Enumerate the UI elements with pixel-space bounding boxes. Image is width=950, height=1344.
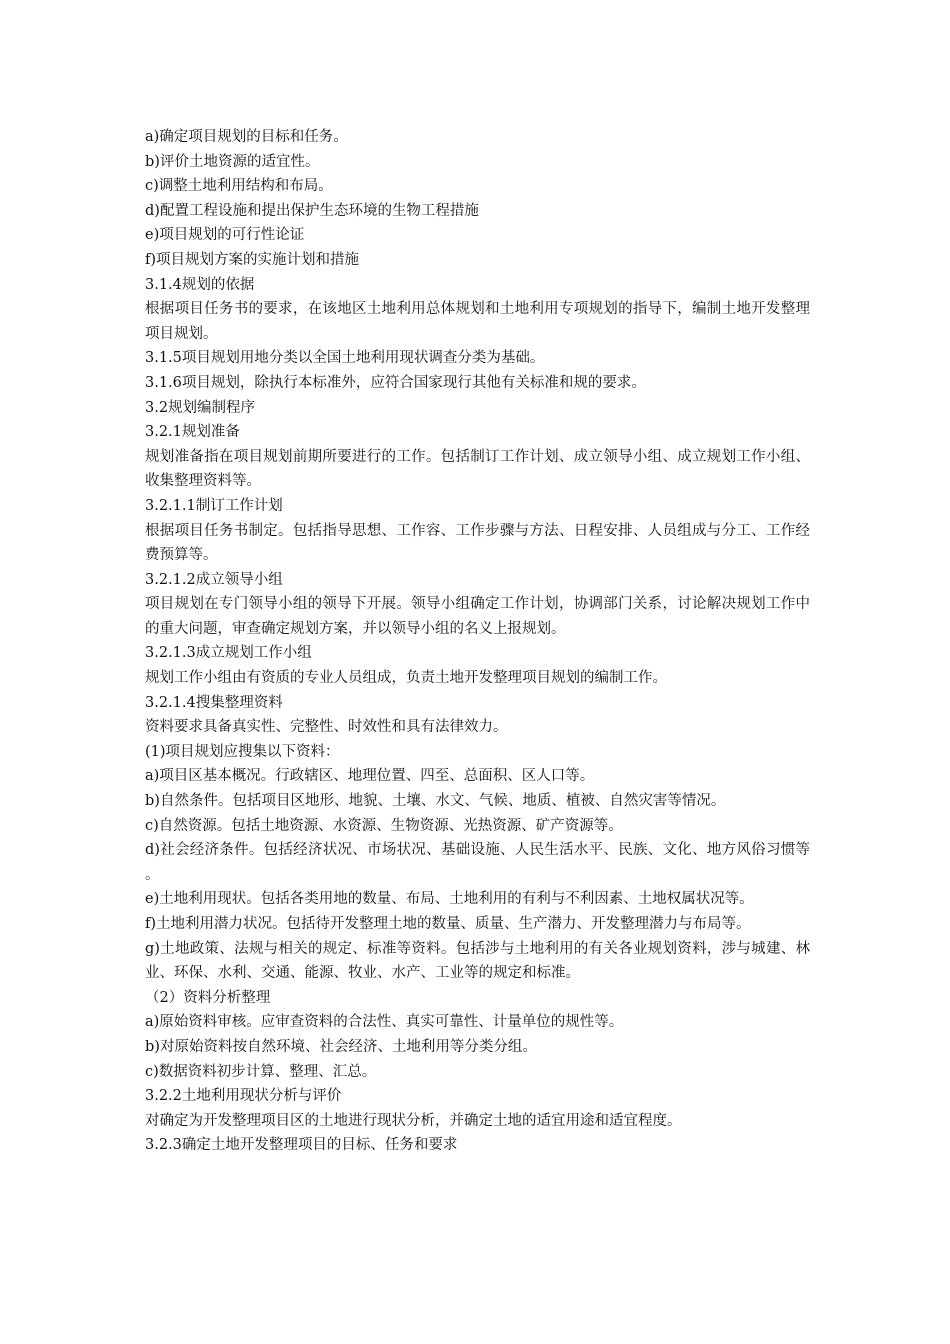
- text-line: a)确定项目规划的目标和任务。: [145, 129, 348, 145]
- text-line: d)配置工程设施和提出保护生态环境的生物工程措施: [145, 202, 479, 219]
- text-line: c)数据资料初步计算、整理、汇总。: [145, 1063, 377, 1080]
- text-line: (1)项目规划应搜集以下资料：: [145, 743, 340, 760]
- text-line: 3.2.1.4搜集整理资料: [145, 694, 283, 711]
- text-line: 3.1.5项目规划用地分类以全国土地利用现状调查分类为基础。: [145, 350, 545, 367]
- text-line: 3.1.6项目规划，除执行本标准外，应符合国家现行其他有关标准和规的要求。: [145, 374, 646, 391]
- text-line: b)自然条件。包括项目区地形、地貌、土壤、水文、气候、地质、植被、自然灾害等情况。: [145, 793, 726, 810]
- paragraph: 根据项目任务书的要求，在该地区土地利用总体规划和土地利用专项规划的指导下，编制土地开发整理项目规划。: [145, 301, 810, 342]
- text-line: 3.2.2土地利用现状分析与评价: [145, 1088, 342, 1105]
- paragraph: 根据项目任务书制定。包括指导思想、工作容、工作步骤与方法、日程安排、人员组成与分工、工作经费预算等。: [145, 522, 810, 564]
- text-line: 3.2.1规划准备: [145, 424, 240, 441]
- document-body: [145, 125, 810, 1158]
- text-line: 3.2.3确定土地开发整理项目的目标、任务和要求: [145, 1137, 458, 1154]
- text-line: a)原始资料审核。应审查资料的合法性、真实可靠性、计量单位的规性等。: [145, 1014, 624, 1031]
- paragraph: d)社会经济条件。包括经济状况、市场状况、基础设施、人民生活水平、民族、文化、地方风俗习惯等。: [145, 842, 810, 883]
- text-line: 3.2.1.2成立领导小组: [145, 571, 283, 588]
- text-line: 规划工作小组由有资质的专业人员组成，负责土地开发整理项目规划的编制工作。: [145, 670, 667, 687]
- paragraph: 项目规划在专门领导小组的领导下开展。领导小组确定工作计划，协调部门关系，讨论解决规划工作中的重大问题，审查确定规划方案，并以领导小组的名义上报规划。: [145, 596, 810, 637]
- text-line: 3.2.1.3成立规划工作小组: [145, 645, 312, 662]
- text-line: 3.1.4规划的依据: [145, 276, 255, 293]
- text-line: f)项目规划方案的实施计划和措施: [145, 251, 360, 268]
- text-line: e)项目规划的可行性论证: [145, 227, 305, 244]
- text-line: a)项目区基本概况。行政辖区、地理位置、四至、总面积、区人口等。: [145, 768, 595, 785]
- text-line: （2）资料分析整理: [145, 989, 271, 1006]
- paragraph: e)土地利用现状。包括各类用地的数量、布局、土地利用的有利与不利因素、土地权属状况等。: [145, 891, 754, 908]
- text-line: 3.2规划编制程序: [145, 399, 256, 416]
- text-line: c)自然资源。包括土地资源、水资源、生物资源、光热资源、矿产资源等。: [145, 817, 623, 834]
- text-line: b)对原始资料按自然环境、社会经济、土地利用等分类分组。: [145, 1038, 537, 1055]
- text-line: 资料要求具备真实性、完整性、时效性和具有法律效力。: [145, 719, 508, 736]
- paragraph: g)土地政策、法规与相关的规定、标准等资料。包括涉与土地利用的有关各业规划资料，涉与城建、林业、环保、水利、交通、能源、牧业、水产、工业等的规定和标准。: [145, 940, 810, 982]
- text-line: b)评价土地资源的适宜性。: [145, 153, 320, 170]
- text-line: 3.2.1.1制订工作计划: [145, 497, 283, 514]
- text-line: c)调整土地利用结构和布局。: [145, 178, 333, 195]
- paragraph: f)土地利用潜力状况。包括待开发整理土地的数量、质量、生产潜力、开发整理潜力与布局等。: [145, 916, 751, 932]
- paragraph: 规划准备指在项目规划前期所要进行的工作。包括制订工作计划、成立领导小组、成立规划工作小组、收集整理资料等。: [145, 448, 810, 490]
- text-line: 对确定为开发整理项目区的土地进行现状分析，并确定土地的适宜用途和适宜程度。: [145, 1112, 682, 1129]
